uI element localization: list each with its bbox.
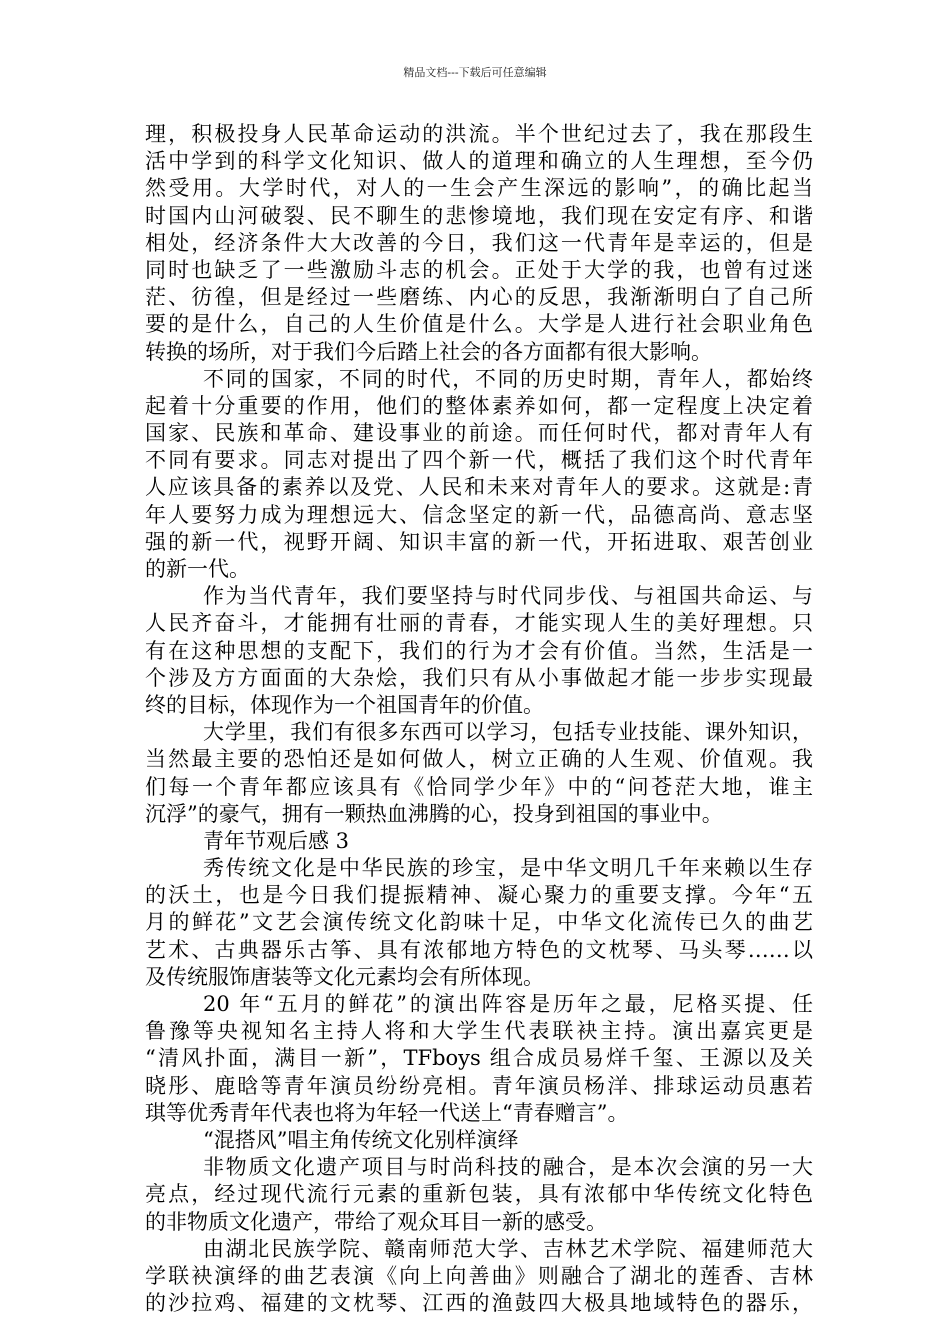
text-line: 亮点，经过现代流行元素的重新包装，具有浓郁中华传统文化特色 <box>145 1182 813 1207</box>
text-line: 琪等优秀青年代表也将为年轻一代送上“青春赠言”。 <box>145 1100 629 1125</box>
text-line: 茫、彷徨，但是经过一些磨练、内心的反思，我渐渐明白了自己所 <box>145 285 813 310</box>
text-line: 时国内山河破裂、民不聊生的悲惨境地，我们现在安定有序、和谐 <box>145 203 813 228</box>
text-line: 青年节观后感 3 <box>203 828 350 853</box>
body-text <box>145 121 813 1317</box>
text-line: 年人要努力成为理想远大、信念坚定的新一代，品德高尚、意志坚 <box>145 502 813 527</box>
text-line: 及传统服饰唐装等文化元素均会有所体现。 <box>145 964 544 989</box>
text-line: 个涉及方方面面的大杂烩，我们只有从小事做起才能一步步实现最 <box>145 665 813 690</box>
text-line: 的沃土，也是今日我们提振精神、凝心聚力的重要支撑。今年“五 <box>145 883 813 908</box>
text-line: 理，积极投身人民革命运动的洪流。半个世纪过去了，我在那段生 <box>145 122 813 146</box>
text-line: 的新一代。 <box>145 557 250 581</box>
text-line: 20 年“五月的鲜花”的演出阵容是历年之最，尼格买提、任 <box>203 992 813 1016</box>
text-line: 的沙拉鸡、福建的文枕琴、江西的渔鼓四大极具地域特色的器乐， <box>145 1291 813 1316</box>
text-line: 国家、民族和革命、建设事业的前途。而任何时代，都对青年人有 <box>145 421 813 446</box>
text-line: 相处，经济条件大大改善的今日，我们这一代青年是幸运的，但是 <box>145 230 813 255</box>
text-line: 的非物质文化遗产，带给了观众耳目一新的感受。 <box>145 1209 607 1234</box>
text-line: 同时也缺乏了一些激励斗志的机会。正处于大学的我，也曾有过迷 <box>145 257 813 282</box>
text-line: “混搭风”唱主角传统文化别样演绎 <box>203 1127 519 1152</box>
text-line: 晓彤、鹿晗等青年演员纷纷亮相。青年演员杨洋、排球运动员惠若 <box>145 1073 813 1098</box>
text-line: 艺术、古典器乐古筝、具有浓郁地方特色的文枕琴、马头琴……以 <box>145 937 813 962</box>
text-line: 非物质文化遗产项目与时尚科技的融合，是本次会演的另一大 <box>203 1155 813 1180</box>
text-line: 月的鲜花”文艺会演传统文化韵味十足，中华文化流传已久的曲艺 <box>145 910 813 935</box>
text-line: 转换的场所，对于我们今后踏上社会的各方面都有很大影响。 <box>145 339 712 364</box>
text-line: 有在这种思想的支配下，我们的行为才会有价值。当然，生活是一 <box>145 638 813 663</box>
text-line: 人应该具备的素养以及党、人民和未来对青年人的要求。这就是:青 <box>145 475 813 500</box>
text-line: 秀传统文化是中华民族的珍宝，是中华文明几千年来赖以生存 <box>203 856 813 881</box>
page-header: 精品文档---下载后可任意编辑 <box>403 66 547 79</box>
text-line: 活中学到的科学文化知识、做人的道理和确立的人生理想，至今仍 <box>145 149 813 174</box>
text-line: 强的新一代，视野开阔、知识丰富的新一代，开拓进取、艰苦创业 <box>145 529 813 554</box>
text-line: 们每一个青年都应该具有《恰同学少年》中的“问苍茫大地，谁主 <box>145 774 813 799</box>
text-line: 大学里，我们有很多东西可以学习，包括专业技能、课外知识， <box>203 720 813 745</box>
text-line: 然受用。大学时代，对人的一生会产生深远的影响”，的确比起当 <box>145 176 813 201</box>
text-line: 沉浮”的豪气，拥有一颗热血沸腾的心，投身到祖国的事业中。 <box>145 801 723 826</box>
text-line: 不同的国家，不同的时代，不同的历史时期，青年人，都始终 <box>203 366 813 391</box>
text-line: 终的目标，体现作为一个祖国青年的价值。 <box>145 692 544 717</box>
text-line: “清风扑面，满目一新”，TFboys 组合成员易烊千玺、王源以及关 <box>145 1046 813 1071</box>
text-line: 要的是什么，自己的人生价值是什么。大学是人进行社会职业角色 <box>145 312 813 337</box>
text-line: 学联袂演绎的曲艺表演《向上向善曲》则融合了湖北的莲香、吉林 <box>145 1263 813 1288</box>
text-line: 不同有要求。同志对提出了四个新一代，概括了我们这个时代青年 <box>145 448 813 473</box>
text-line: 人民齐奋斗，才能拥有壮丽的青春，才能实现人生的美好理想。只 <box>145 611 813 636</box>
text-line: 由湖北民族学院、赣南师范大学、吉林艺术学院、福建师范大 <box>203 1236 813 1261</box>
text-line: 当然最主要的恐怕还是如何做人，树立正确的人生观、价值观。我 <box>145 747 813 772</box>
text-line: 作为当代青年，我们要坚持与时代同步伐、与祖国共命运、与 <box>203 584 813 609</box>
text-line: 鲁豫等央视知名主持人将和大学生代表联袂主持。演出嘉宾更是 <box>145 1019 813 1044</box>
text-line: 起着十分重要的作用，他们的整体素养如何，都一定程度上决定着 <box>145 393 813 418</box>
